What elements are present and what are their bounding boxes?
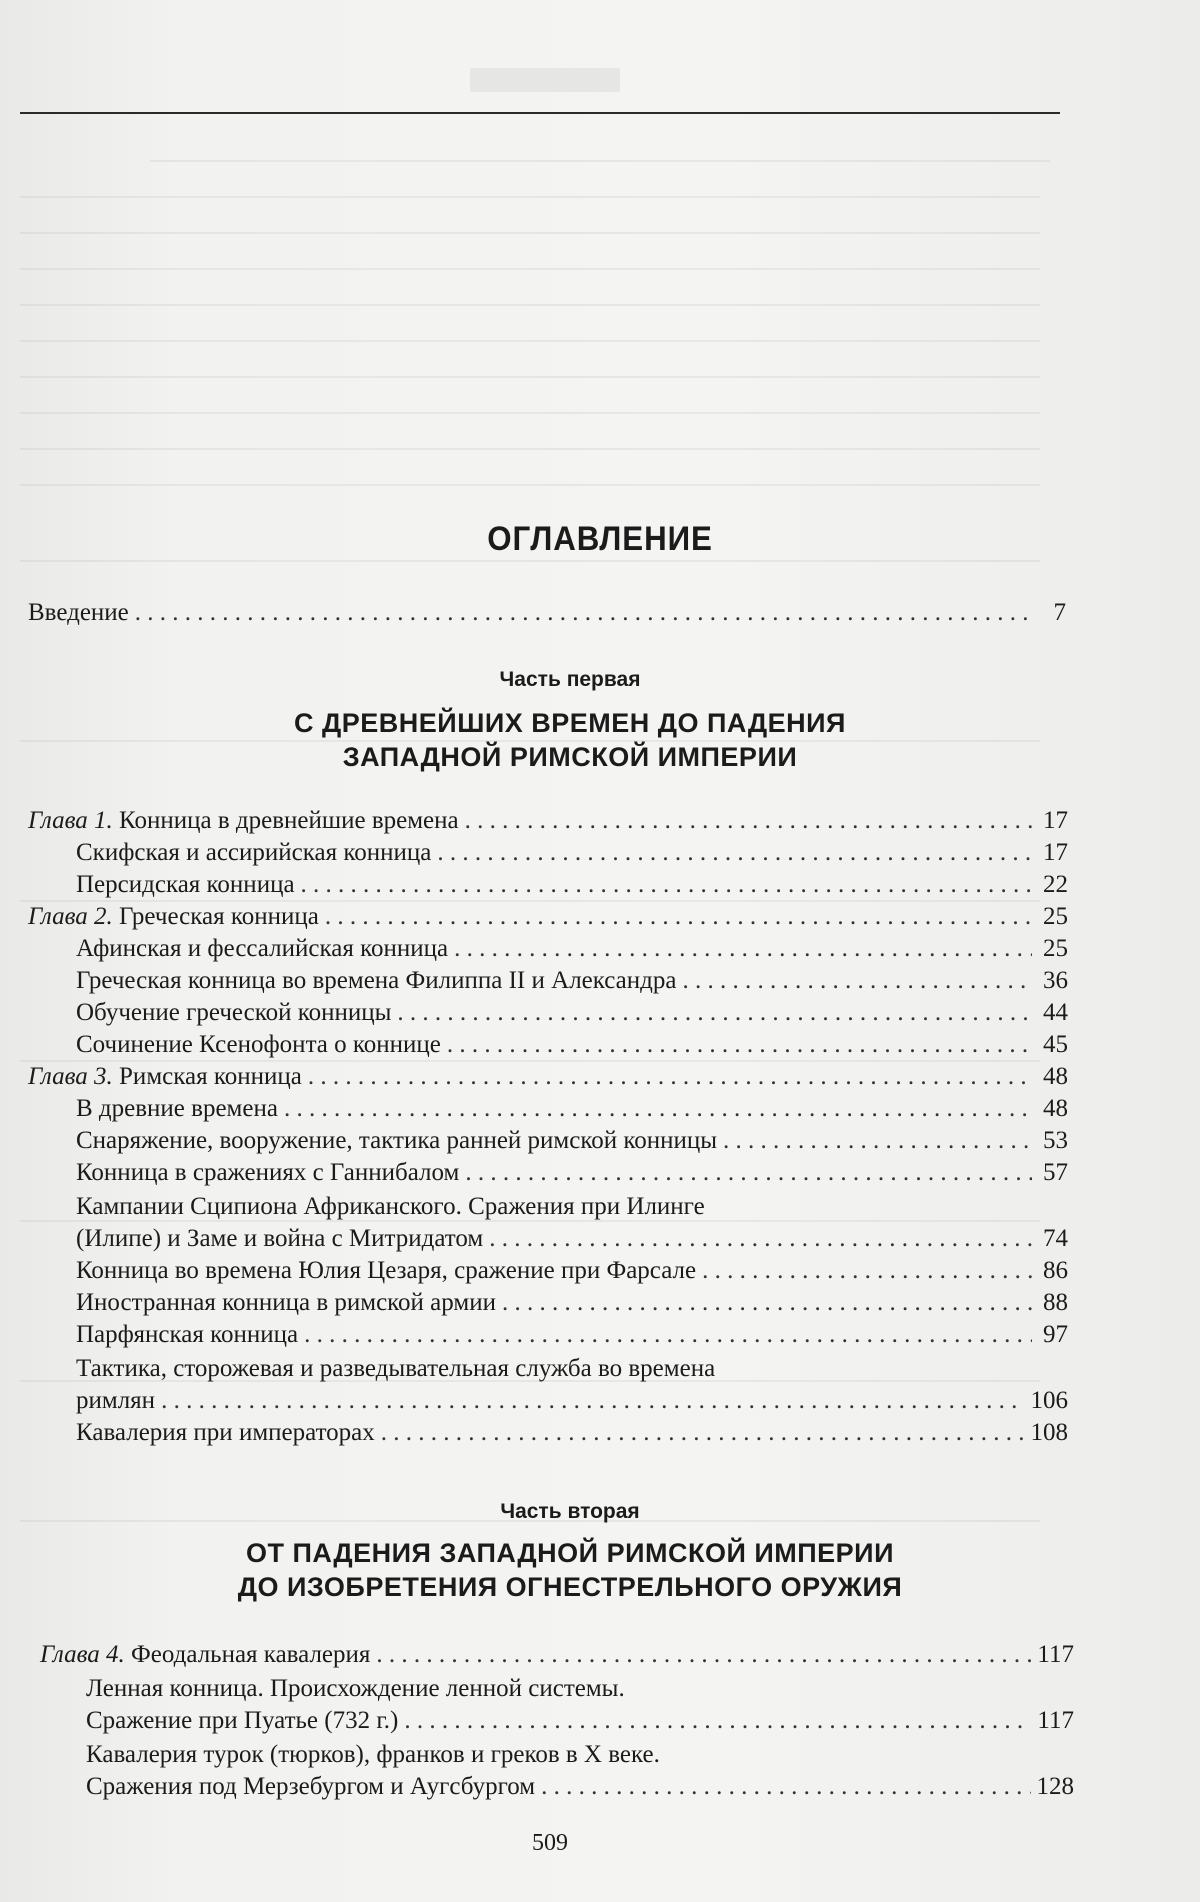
leader-dots [465, 806, 1032, 836]
entry-page: 57 [1043, 1159, 1068, 1186]
toc-entry-line[interactable]: Тактика, сторожевая и разведывательная служба во времена [76, 1355, 716, 1382]
leader-dots [437, 838, 1032, 868]
entry-page: 106 [1030, 1387, 1068, 1414]
entry-title: римлян [76, 1387, 156, 1414]
toc-entry[interactable] [86, 1706, 1074, 1736]
part-label: Часть первая [499, 668, 641, 691]
toc-entry[interactable] [76, 1224, 1068, 1254]
entry-title: Обучение греческой конницы [76, 999, 392, 1026]
toc-entry-chapter[interactable] [40, 1640, 1074, 1670]
toc-entry-chapter[interactable] [28, 1062, 1068, 1092]
entry-title: Феодальная кавалерия [124, 1641, 371, 1668]
entry-page: 44 [1043, 999, 1068, 1026]
entry-title: Греческая конница [112, 903, 319, 930]
entry-page: 48 [1043, 1063, 1068, 1090]
toc-entry[interactable] [76, 934, 1068, 964]
toc-entry-chapter[interactable] [28, 806, 1068, 836]
toc-entry[interactable] [76, 838, 1068, 868]
toc-heading: ОГЛАВЛЕНИЕ [487, 520, 713, 558]
leader-dots [308, 1062, 1032, 1092]
toc-entry-line[interactable]: Кавалерия турок (тюрков), франков и греков в X веке. [86, 1741, 660, 1768]
leader-dots [397, 998, 1032, 1028]
chapter-label: Глава 1. [28, 807, 113, 834]
leader-dots [465, 1158, 1032, 1188]
entry-page: 88 [1043, 1289, 1068, 1316]
toc-entry[interactable] [76, 1126, 1068, 1156]
toc-entry[interactable] [76, 966, 1068, 996]
entry-title: Конница в сражениях с Ганнибалом [76, 1159, 460, 1186]
leader-dots [682, 966, 1032, 996]
toc-entry[interactable] [76, 1320, 1068, 1350]
leader-dots [301, 870, 1032, 900]
entry-title: (Илипе) и Заме и война с Митридатом [76, 1225, 484, 1252]
leader-dots [723, 1126, 1032, 1156]
toc-entry-line[interactable]: Ленная конница. Происхождение ленной системы. [86, 1675, 625, 1702]
toc-entry-introduction[interactable] [28, 598, 1066, 628]
leader-dots [376, 1640, 1031, 1670]
leader-dots [489, 1224, 1032, 1254]
entry-title: Сочинение Ксенофонта о коннице [76, 1031, 441, 1058]
entry-title: Сражения под Мерзебургом и Аугсбургом [86, 1773, 536, 1800]
leader-dots [447, 1030, 1032, 1060]
leader-dots [702, 1256, 1032, 1286]
leader-dots [404, 1706, 1031, 1736]
entry-page: 97 [1043, 1321, 1068, 1348]
header-rule [20, 112, 1060, 114]
entry-page: 17 [1043, 807, 1068, 834]
leader-dots [381, 1418, 1025, 1448]
leader-dots [325, 902, 1032, 932]
entry-title: Римская конница [112, 1063, 302, 1090]
entry-page: 86 [1043, 1257, 1068, 1284]
entry-page: 48 [1043, 1095, 1068, 1122]
entry-title: Иностранная конница в римской армии [76, 1289, 496, 1316]
entry-title: В древние времена [76, 1095, 278, 1122]
toc-entry[interactable] [76, 1288, 1068, 1318]
toc-entry[interactable] [76, 1158, 1068, 1188]
entry-title: Афинская и фессалийская конница [76, 935, 449, 962]
toc-entry[interactable] [86, 1772, 1074, 1802]
entry-page: 74 [1043, 1225, 1068, 1252]
toc-entry[interactable] [76, 998, 1068, 1028]
page-number: 509 [532, 1830, 568, 1856]
entry-page: 36 [1043, 967, 1068, 994]
entry-page: 117 [1037, 1641, 1074, 1668]
part-title-line: ОТ ПАДЕНИЯ ЗАПАДНОЙ РИМСКОЙ ИМПЕРИИ [246, 1538, 894, 1568]
entry-page: 22 [1043, 871, 1068, 898]
entry-title: Конница в древнейшие времена [112, 807, 459, 834]
entry-title: Снаряжение, вооружение, тактика ранней римской конницы [76, 1127, 718, 1154]
toc-entry[interactable] [76, 1094, 1068, 1124]
leader-dots [284, 1094, 1032, 1124]
toc-entry-line[interactable]: Кампании Сципиона Африканского. Сражения при Илинге [76, 1193, 705, 1220]
leader-dots [135, 598, 1030, 628]
entry-page: 128 [1036, 1773, 1074, 1800]
entry-page: 25 [1043, 935, 1068, 962]
chapter-label: Глава 4. [40, 1641, 125, 1668]
entry-title: Конница во времена Юлия Цезаря, сражение при Фарсале [76, 1257, 697, 1284]
entry-title: Скифская и ассирийская конница [76, 839, 432, 866]
entry-page: 108 [1030, 1419, 1068, 1446]
entry-title: Сражение при Пуатье (732 г.) [86, 1707, 399, 1734]
leader-dots [502, 1288, 1032, 1318]
entry-title: Парфянская конница [76, 1321, 299, 1348]
toc-entry-chapter[interactable] [28, 902, 1068, 932]
entry-page: 117 [1037, 1707, 1074, 1734]
part-title-line: ДО ИЗОБРЕТЕНИЯ ОГНЕСТРЕЛЬНОГО ОРУЖИЯ [237, 1572, 903, 1602]
toc-entry[interactable] [76, 1030, 1068, 1060]
entry-page: 7 [1053, 599, 1066, 626]
entry-page: 53 [1043, 1127, 1068, 1154]
part-title-line: ЗАПАДНОЙ РИМСКОЙ ИМПЕРИИ [342, 742, 798, 772]
chapter-label: Глава 3. [28, 1063, 113, 1090]
leader-dots [454, 934, 1032, 964]
toc-entry[interactable] [76, 870, 1068, 900]
leader-dots [304, 1320, 1032, 1350]
chapter-label: Глава 2. [28, 903, 113, 930]
entry-title: Персидская конница [76, 871, 295, 898]
toc-entry[interactable] [76, 1418, 1068, 1448]
entry-page: 17 [1043, 839, 1068, 866]
leader-dots [541, 1772, 1030, 1802]
toc-entry[interactable] [76, 1256, 1068, 1286]
part-label: Часть вторая [500, 1500, 640, 1523]
entry-title: Кавалерия при императорах [76, 1419, 375, 1446]
entry-page: 25 [1043, 903, 1068, 930]
part-title-line: С ДРЕВНЕЙШИХ ВРЕМЕН ДО ПАДЕНИЯ [294, 708, 846, 738]
toc-entry[interactable] [76, 1386, 1068, 1416]
leader-dots [161, 1386, 1024, 1416]
entry-title: Греческая конница во времена Филиппа II и Александра [76, 967, 677, 994]
entry-page: 45 [1043, 1031, 1068, 1058]
entry-title: Введение [28, 599, 129, 626]
